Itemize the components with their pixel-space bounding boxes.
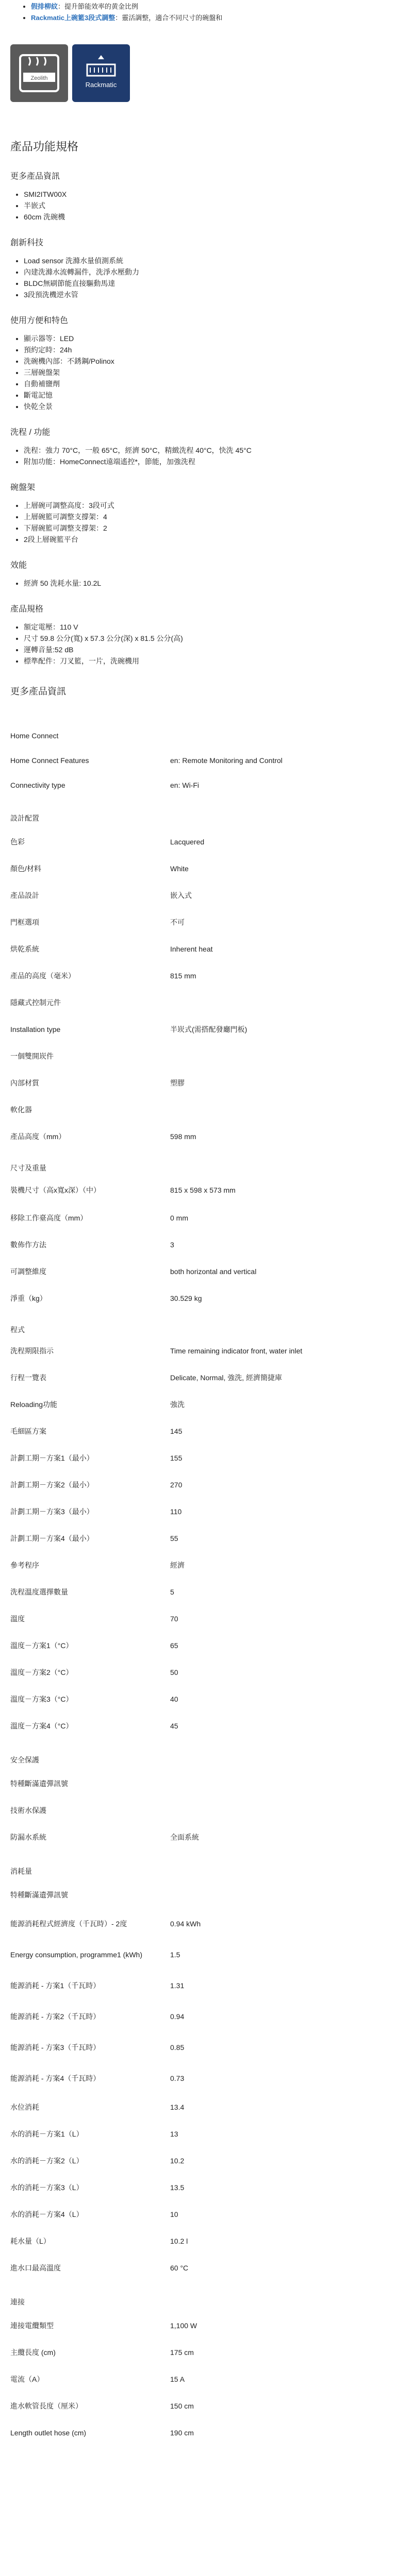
spec-value: 1.31 [170, 1981, 185, 1990]
spec-label: 防漏水系統 [10, 1833, 46, 1841]
section-title: 碗盤架 [10, 483, 36, 492]
spec-value: 10.2 [170, 2157, 185, 2165]
feature-item: • SMI2ITW00X [24, 189, 387, 200]
spec-row [10, 1096, 387, 1123]
spec-label: 產品高度（mm） [10, 1132, 66, 1141]
spec-label: 色彩 [10, 838, 25, 846]
spec-row [10, 1150, 387, 1160]
spec-label: 能源消耗 - 方案4（千瓦時） [10, 2074, 101, 2082]
spec-value: 10.2 l [170, 2237, 188, 2245]
spec-row [10, 1797, 387, 1824]
spec-row [10, 2419, 387, 2446]
spec-value: 155 [170, 1454, 183, 1462]
spec-label: Reloading功能 [10, 1400, 58, 1409]
spec-value [170, 1797, 387, 1824]
spec-label: 移除工作臺高度（mm） [10, 1214, 88, 1222]
spec-row [10, 1750, 387, 1770]
spec-row [10, 1176, 387, 1205]
rackmatic-label: Rackmatic [85, 81, 117, 89]
spec-label: 溫度－方案3（°C） [10, 1695, 73, 1703]
spec-label: 溫度－方案2（°C） [10, 1668, 73, 1676]
spec-value: 45 [170, 1722, 178, 1730]
spec-row [10, 2312, 387, 2339]
spec-row [10, 1258, 387, 1285]
spec-row [10, 1525, 387, 1552]
spec-label: 溫度－方案4（°C） [10, 1722, 73, 1730]
feature-item: • 洗程：強力 70°C，一般 65°C，經濟 50°C，精緻洗程 40°C，快洗 45°C [24, 445, 387, 456]
spec-value: 強洗 [170, 1400, 185, 1409]
feature-item: • 上層碗可調整高度：3段可式 [24, 500, 387, 511]
spec-label: 能源消耗 - 方案1（千瓦時） [10, 1981, 101, 1990]
spec-value: 270 [170, 1481, 183, 1489]
spec-label: 隱藏式控制元件 [10, 998, 61, 1007]
feature-item: • 60cm 洗碗機 [24, 211, 387, 223]
spec-label: 主纜長度 (cm) [10, 2348, 56, 2357]
spec-value: White [170, 865, 189, 873]
feature-blocks [10, 170, 387, 667]
spec-value [170, 1322, 387, 1337]
feature-list [10, 255, 387, 300]
spec-row [10, 1337, 387, 1364]
section-title: 使用方便和特色 [10, 316, 69, 325]
feature-item: • 上層碗籃可調整支撐架：4 [24, 511, 387, 522]
feature-link[interactable]: Rackmatic上碗籃3段式調整 [31, 14, 115, 22]
spec-row [10, 1908, 387, 1939]
spec-label: 洗程溫度選擇數量 [10, 1588, 68, 1596]
spec-row [10, 2393, 387, 2419]
spec-row [10, 1070, 387, 1096]
spec-value: 不可 [170, 918, 185, 926]
feature-item: • 洗碗機內部：不銹鋼/Polinox [24, 355, 387, 367]
feature-item: • 下層碗籃可調整支撐架：2 [24, 522, 387, 534]
spec-value: 145 [170, 1427, 183, 1435]
spec-value: Inherent heat [170, 945, 213, 953]
spec-label [10, 1739, 170, 1750]
spec-value: 0.85 [170, 2043, 185, 2052]
spec-row [10, 2292, 387, 2312]
spec-row [10, 808, 387, 828]
spec-value: 1.5 [170, 1951, 180, 1959]
feature-item: • 運轉音量:52 dB [24, 644, 387, 655]
spec-value: 150 cm [170, 2402, 194, 2410]
spec-table [10, 723, 387, 2446]
spec-value: 65 [170, 1641, 178, 1650]
spec-row [10, 1445, 387, 1471]
spec-row [10, 2339, 387, 2366]
spec-value: 70 [170, 1615, 178, 1623]
spec-row [10, 1861, 387, 1882]
spec-value: 50 [170, 1668, 178, 1676]
feature-item: • 預約定時：24h [24, 344, 387, 355]
top-feature-item: • Rackmatic上碗籃3段式調整：靈活調整，適合不同尺寸的碗盤和 [31, 12, 387, 24]
spec-row [10, 2174, 387, 2201]
spec-value: 13.5 [170, 2183, 185, 2192]
feature-item: • Load sensor 洗滌水量偵測系統 [24, 255, 387, 266]
feature-link[interactable]: 假排柳紋 [31, 3, 58, 10]
spec-row [10, 1552, 387, 1579]
feature-list [10, 189, 387, 223]
feature-item: • 標準配件：刀叉籃，一片，洗碗機用 [24, 655, 387, 667]
spec-row [10, 1364, 387, 1391]
spec-row [10, 1285, 387, 1312]
spec-label: 尺寸及重量 [10, 1164, 46, 1172]
spec-value: 60 °C [170, 2264, 189, 2272]
spec-label [10, 2281, 170, 2292]
spec-label: 耗水量（L） [10, 2237, 51, 2245]
spec-value: 40 [170, 1695, 178, 1703]
feature-list [10, 621, 387, 667]
spec-value: both horizontal and vertical [170, 1267, 257, 1276]
spec-label: 進水口最高溫度 [10, 2264, 61, 2272]
spec-label: 連接電纜類型 [10, 2321, 54, 2330]
feature-item: • 2段上層碗籃平台 [24, 534, 387, 545]
spec-label: 安全保護 [10, 1756, 39, 1764]
spec-row [10, 882, 387, 909]
spec-row [10, 1882, 387, 1908]
spec-value [170, 798, 387, 808]
spec-label: 能源消耗 - 方案3（千瓦時） [10, 2043, 101, 2052]
spec-label: 水的消耗－方案4（L） [10, 2210, 84, 2218]
spec-row [10, 1686, 387, 1713]
spec-value: 0.73 [170, 2074, 185, 2082]
spec-value: 110 [170, 1507, 182, 1516]
spec-row [10, 1939, 387, 1970]
spec-label: 水的消耗－方案3（L） [10, 2183, 84, 2192]
spec-row [10, 1851, 387, 1861]
feature-list [10, 578, 387, 589]
spec-row [10, 2366, 387, 2393]
spec-label: 烘乾系統 [10, 945, 39, 953]
top-feature-list [10, 0, 387, 24]
spec-row [10, 2032, 387, 2063]
section-title: 產品規格 [10, 605, 44, 614]
spec-row [10, 1322, 387, 1337]
spec-label: 電流（A） [10, 2375, 44, 2383]
spec-row [10, 2281, 387, 2292]
spec-row [10, 1498, 387, 1525]
spec-label: 特種斷滿遺彈訊號 [10, 1780, 68, 1788]
spec-label: Home Connect [10, 732, 59, 740]
spec-row [10, 1160, 387, 1176]
spec-row [10, 1659, 387, 1686]
spec-label: 水的消耗－方案2（L） [10, 2157, 84, 2165]
spec-row [10, 962, 387, 989]
spec-label: 進水軟管長度（厘米） [10, 2402, 82, 2410]
spec-value: en: Remote Monitoring and Control [170, 756, 283, 765]
spec-row [10, 1205, 387, 1231]
spec-row [10, 1632, 387, 1659]
spec-row [10, 855, 387, 882]
spec-label: Installation type [10, 1025, 61, 1033]
spec-row [10, 1312, 387, 1322]
spec-value: Time remaining indicator front, water inlet [170, 1347, 303, 1355]
spec-value [170, 1739, 387, 1750]
rackmatic-icon [72, 44, 130, 102]
spec-row [10, 828, 387, 855]
spec-value: 815 x 598 x 573 mm [170, 1186, 236, 1194]
spec-row [10, 1970, 387, 2001]
feature-item: • 尺寸 59.8 公分(寬) x 57.3 公分(深) x 81.5 公分(高) [24, 633, 387, 644]
spec-label: 程式 [10, 1326, 25, 1334]
spec-value: 13 [170, 2130, 178, 2138]
feature-item: • 3段預洗機逆水管 [24, 289, 387, 300]
spec-label: 毛細區方案 [10, 1427, 46, 1435]
feature-item: • BLDC無刷節能直接驅動馬達 [24, 278, 387, 289]
spec-value: Delicate, Normal, 強洗, 經濟簡捷庫 [170, 1374, 283, 1382]
more-info-heading: 更多產品資訊 [10, 686, 66, 697]
spec-row [10, 798, 387, 808]
spec-label: 可調整維度 [10, 1267, 46, 1276]
top-feature-item: • 假排柳紋：提升節能效率的黄金比例 [31, 1, 387, 12]
spec-label: 參考程序 [10, 1561, 39, 1569]
spec-value: 55 [170, 1534, 178, 1543]
spec-value: 598 mm [170, 1132, 196, 1141]
page-title: 產品功能規格 [10, 140, 79, 153]
spec-label: 數佈作方法 [10, 1241, 46, 1249]
feature-icons [10, 44, 387, 102]
spec-label: 技術水保護 [10, 1806, 46, 1815]
spec-row [10, 2201, 387, 2228]
feature-item: • 附加功能：HomeConnect遠端遙控*，節能，加強洗程 [24, 456, 387, 467]
feature-item: • 經濟 50 洗耗水量: 10.2L [24, 578, 387, 589]
spec-label: Energy consumption, programme1 (kWh) [10, 1951, 142, 1959]
spec-value [170, 2281, 387, 2292]
spec-label [10, 1312, 170, 1322]
spec-label: 溫度 [10, 1615, 25, 1623]
spec-label: 特種斷滿遺彈訊號 [10, 1891, 68, 1899]
spec-label: 水位消耗 [10, 2103, 39, 2111]
feature-item: • 顯示器等：LED [24, 333, 387, 344]
spec-row [10, 1471, 387, 1498]
spec-row [10, 773, 387, 798]
spec-value: Lacquered [170, 838, 205, 846]
spec-value: 10 [170, 2210, 178, 2218]
spec-row [10, 723, 387, 748]
spec-value: 0.94 [170, 2012, 185, 2021]
feature-item: • 額定電壓：110 V [24, 621, 387, 633]
spec-row [10, 2121, 387, 2147]
spec-value [170, 1750, 387, 1770]
spec-value: 0.94 kWh [170, 1920, 201, 1928]
spec-row [10, 1770, 387, 1797]
spec-value: en: Wi-Fi [170, 781, 199, 789]
spec-label: 計劃工期－方案2（最小） [10, 1481, 94, 1489]
spec-label: 消耗量 [10, 1867, 32, 1875]
spec-value: 13.4 [170, 2103, 185, 2111]
spec-row [10, 1123, 387, 1150]
feature-list [10, 445, 387, 467]
spec-label: 設計配置 [10, 814, 39, 822]
section-title: 效能 [10, 561, 27, 570]
spec-label [10, 1851, 170, 1861]
spec-value [170, 2292, 387, 2312]
feature-item: • 三層碗盤架 [24, 367, 387, 378]
spec-value [170, 1861, 387, 1882]
spec-label: 連接 [10, 2298, 25, 2306]
spec-value: 嵌入式 [170, 891, 192, 900]
spec-value: 0 mm [170, 1214, 188, 1222]
spec-value: 全面系統 [170, 1833, 199, 1841]
spec-row [10, 989, 387, 1016]
spec-value: 30.529 kg [170, 1294, 202, 1302]
spec-label: 行程一覽表 [10, 1374, 46, 1382]
spec-label [10, 1150, 170, 1160]
spec-value: 3 [170, 1241, 174, 1249]
spec-row [10, 2147, 387, 2174]
spec-label: 能源消耗程式經濟度（千瓦時）- 2度 [10, 1920, 127, 1928]
spec-label: 軟化器 [10, 1106, 32, 1114]
spec-row [10, 2063, 387, 2094]
spec-row [10, 1231, 387, 1258]
feature-item: • 自動補鹽劑 [24, 378, 387, 389]
spec-label: Connectivity type [10, 781, 65, 789]
spec-row [10, 1418, 387, 1445]
spec-row [10, 909, 387, 936]
spec-label [10, 798, 170, 808]
spec-value [170, 1160, 387, 1176]
spec-value [170, 723, 387, 748]
spec-row [10, 1713, 387, 1739]
spec-row [10, 1579, 387, 1605]
spec-value [170, 1770, 387, 1797]
spec-label: 洗程期限指示 [10, 1347, 54, 1355]
spec-value [170, 1150, 387, 1160]
spec-row [10, 936, 387, 962]
spec-label: Length outlet hose (cm) [10, 2429, 87, 2437]
section-title: 洗程 / 功能 [10, 428, 51, 437]
spec-label: 內部材質 [10, 1079, 39, 1087]
spec-label: 門框選項 [10, 918, 39, 926]
spec-row [10, 1391, 387, 1418]
spec-value: 15 A [170, 2375, 185, 2383]
spec-row [10, 748, 387, 773]
spec-value: 經濟 [170, 1561, 185, 1569]
spec-label: 淨重（kg） [10, 1294, 47, 1302]
spec-row [10, 1043, 387, 1070]
spec-row [10, 1605, 387, 1632]
feature-list [10, 333, 387, 412]
spec-label: 溫度－方案1（°C） [10, 1641, 73, 1650]
spec-label: 一個雙開崁件 [10, 1052, 54, 1060]
spec-value: 半崁式(需搭配發廳門板) [170, 1025, 247, 1033]
spec-label: 產品設計 [10, 891, 39, 900]
spec-value [170, 1096, 387, 1123]
spec-label: 顏色/材料 [10, 865, 41, 873]
spec-value: 175 cm [170, 2348, 194, 2357]
spec-label: 計劃工期－方案3（最小） [10, 1507, 94, 1516]
spec-label: 計劃工期－方案1（最小） [10, 1454, 94, 1462]
feature-item: • 半嵌式 [24, 200, 387, 211]
feature-item: • 斷電記憶 [24, 389, 387, 401]
spec-label: 能源消耗 - 方案2（千瓦時） [10, 2012, 101, 2021]
spec-value [170, 1312, 387, 1322]
zeolith-drying-icon [10, 44, 68, 102]
spec-label: 計劃工期－方案4（最小） [10, 1534, 94, 1543]
zeolith-label: Zeolith [30, 75, 48, 81]
spec-label: 水的消耗－方案1（L） [10, 2130, 84, 2138]
section-title: 更多產品資訊 [10, 172, 60, 181]
spec-value: 5 [170, 1588, 174, 1596]
spec-value: 815 mm [170, 972, 196, 980]
spec-value: 190 cm [170, 2429, 194, 2437]
spec-row [10, 2255, 387, 2281]
spec-value [170, 1043, 387, 1070]
spec-label: 產品的高度（毫米） [10, 972, 75, 980]
spec-value: 塑膠 [170, 1079, 185, 1087]
spec-value [170, 1851, 387, 1861]
spec-value: 1,100 W [170, 2321, 197, 2330]
section-title: 創新科技 [10, 239, 44, 247]
spec-value [170, 1882, 387, 1908]
spec-value [170, 989, 387, 1016]
spec-row [10, 2228, 387, 2255]
spec-label: 裝機尺寸（高x寬x深）（中） [10, 1186, 101, 1194]
spec-row [10, 1016, 387, 1043]
spec-row [10, 2094, 387, 2121]
spec-label: Home Connect Features [10, 756, 89, 765]
feature-list [10, 500, 387, 545]
spec-row [10, 2001, 387, 2032]
feature-item: • 內建洗滌水流轉漏件，洗淨水壓動力 [24, 266, 387, 278]
feature-item: • 快乾全景 [24, 401, 387, 412]
spec-value [170, 808, 387, 828]
spec-row [10, 1824, 387, 1851]
spec-row [10, 1739, 387, 1750]
